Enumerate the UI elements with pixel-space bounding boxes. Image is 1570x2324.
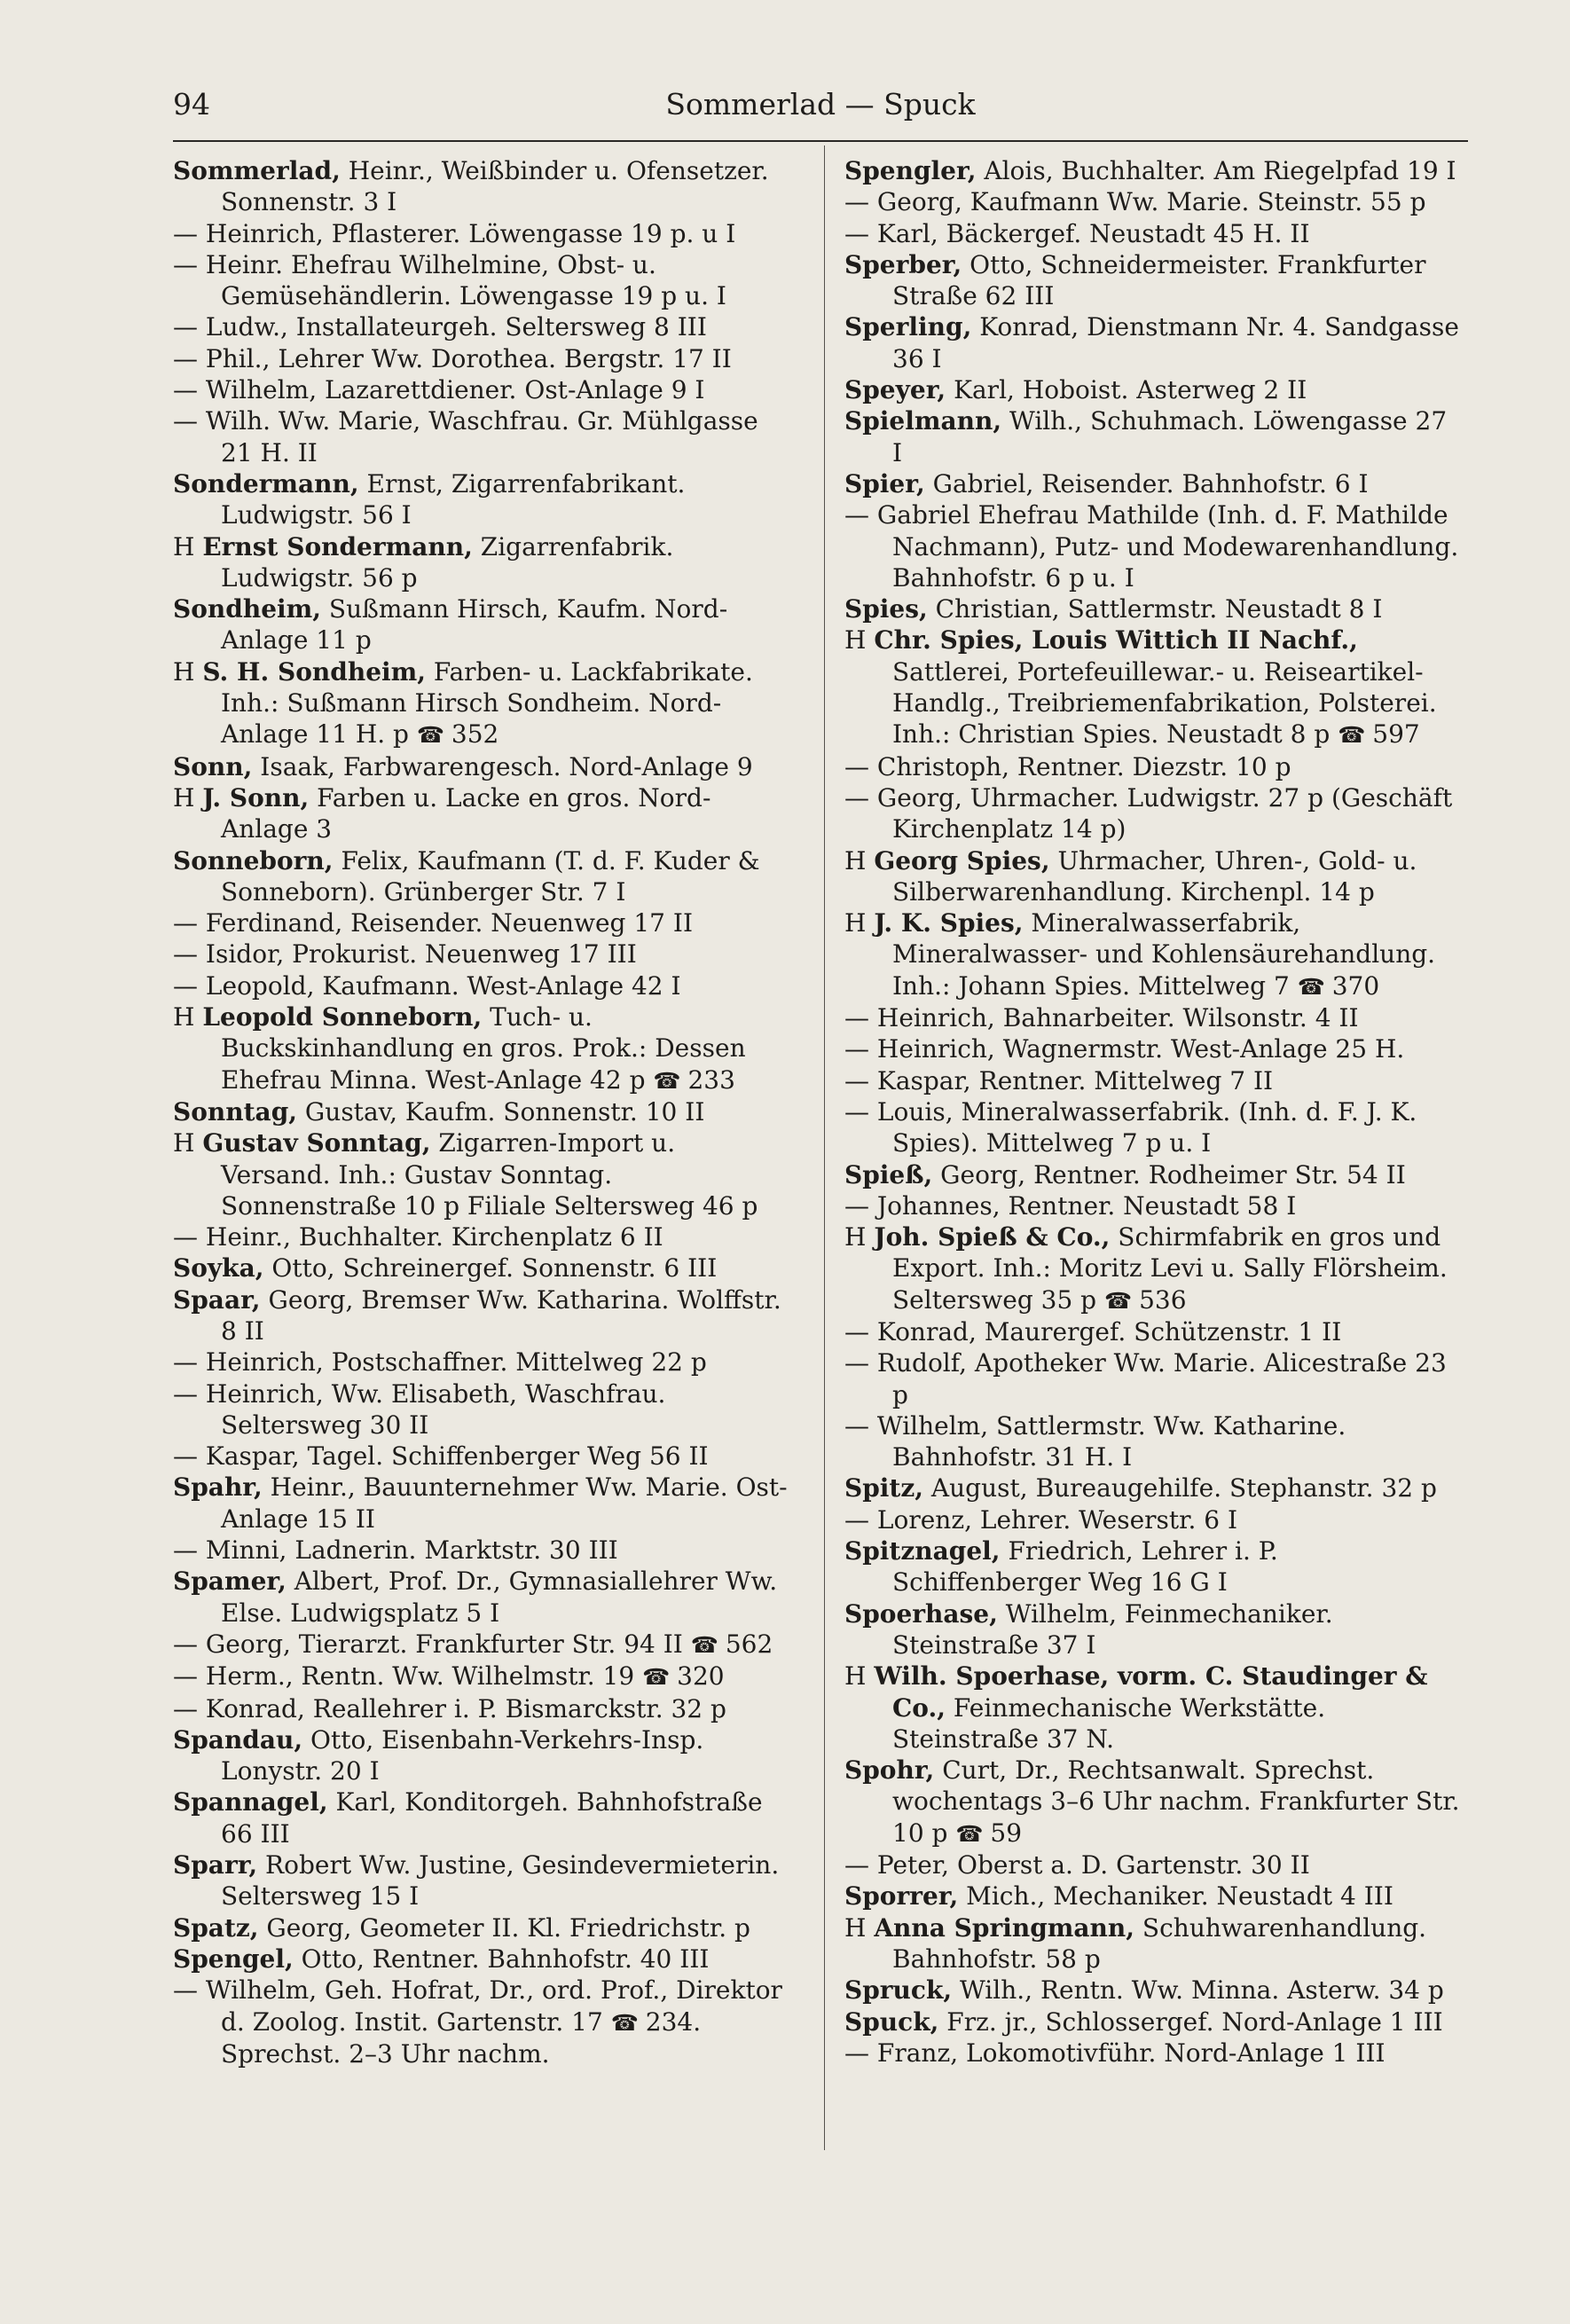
entry-text: — Heinrich, Ww. Elisabeth, Waschfrau. Seltersweg 30 II xyxy=(173,1378,666,1440)
directory-entry xyxy=(173,1127,789,1221)
left-column xyxy=(173,155,789,2069)
entry-text: Wilhelm, Feinmechaniker. Steinstraße 37 I xyxy=(892,1598,1333,1660)
entry-text: Zigarren-Import u. Versand. Inh.: Gustav Sonntag. Sonnenstraße 10 p Filiale Seltersweg 46 p xyxy=(221,1128,758,1221)
entry-text: Farben- u. Lackfabrikate. Inh.: Sußmann Hirsch Sondheim. Nord-Anlage 11 H. p xyxy=(221,656,753,750)
right-column xyxy=(844,155,1461,2069)
directory-entry xyxy=(844,751,1461,782)
directory-entry xyxy=(844,782,1461,845)
page-title: Sommerlad — Spuck xyxy=(665,87,976,122)
firm-marker: H xyxy=(844,1222,875,1252)
directory-entry xyxy=(173,1849,789,1912)
entry-text: — Konrad, Maurergef. Schützenstr. 1 II xyxy=(844,1316,1342,1347)
directory-entry xyxy=(173,1912,789,1943)
entry-name: Gustav Sonntag, xyxy=(202,1128,431,1158)
entry-text: Sattlerei, Portefeuillewar.- u. Reiseartikel-Handlg., Treibriemenfabrikation, Polsterei. Inh.: Christian Spies. Neustadt 8 p xyxy=(892,656,1437,750)
telephone-number: 352 xyxy=(451,719,499,750)
entry-name: Spatz, xyxy=(173,1912,259,1943)
telephone-number: 233 xyxy=(687,1064,735,1095)
telephone-number: 370 xyxy=(1331,970,1380,1001)
directory-entry xyxy=(173,218,789,249)
entry-name: Spier, xyxy=(844,468,925,499)
directory-entry xyxy=(173,1724,789,1787)
directory-entry xyxy=(173,374,789,405)
directory-entry xyxy=(173,311,789,342)
entry-text: — Wilhelm, Geh. Hofrat, Dr., ord. Prof., Direktor d. Zoolog. Instit. Gartenstr. 17 xyxy=(173,1975,782,2037)
entry-name: Spielmann, xyxy=(844,406,1002,436)
directory-entry xyxy=(844,1347,1461,1410)
telephone-number: 536 xyxy=(1139,1284,1187,1315)
directory-entry xyxy=(173,1943,789,1975)
entry-text: Feinmechanische Werkstätte. Steinstraße 37 N. xyxy=(892,1692,1326,1754)
entry-name: Speyer, xyxy=(844,375,946,405)
entry-text: Sprechst. 2–3 Uhr nachm. xyxy=(221,2038,550,2069)
entry-name: J. Sonn, xyxy=(202,782,310,813)
entry-text: Alois, Buchhalter. Am Riegelpfad 19 I xyxy=(976,156,1456,185)
entry-text: Otto, Schneidermeister. Frankfurter Straße 62 III xyxy=(892,249,1426,311)
directory-entry xyxy=(844,1096,1461,1159)
telephone-number: 320 xyxy=(677,1661,725,1692)
entry-name: Anna Springmann, xyxy=(874,1912,1135,1943)
directory-entry xyxy=(844,1472,1461,1504)
entry-name: Joh. Spieß & Co., xyxy=(874,1222,1111,1252)
directory-entry xyxy=(173,1786,789,1849)
directory-entry xyxy=(173,593,789,656)
entry-text: Wilh., Rentn. Ww. Minna. Asterw. 34 p xyxy=(952,1975,1444,2006)
directory-entry xyxy=(173,343,789,374)
entry-name: Spies, xyxy=(844,594,928,624)
entry-text: — Peter, Oberst a. D. Gartenstr. 30 II xyxy=(844,1850,1310,1880)
directory-entry xyxy=(173,938,789,970)
directory-entry xyxy=(844,1002,1461,1033)
entry-text: — Kaspar, Tagel. Schiffenberger Weg 56 II xyxy=(173,1441,709,1472)
directory-entry xyxy=(173,1693,789,1724)
entry-text: Ernst, Zigarrenfabrikant. Ludwigstr. 56 I xyxy=(221,468,686,530)
telephone-icon: ☎ xyxy=(1297,973,1324,1000)
entry-name: Sondheim, xyxy=(173,594,322,624)
entry-name: Sperling, xyxy=(844,312,972,342)
directory-entry xyxy=(844,1065,1461,1096)
directory-entry xyxy=(173,970,789,1001)
directory-entry xyxy=(173,405,789,468)
entry-text: — Ferdinand, Reisender. Neuenweg 17 II xyxy=(173,908,694,938)
directory-entry xyxy=(173,1378,789,1441)
entry-text: Felix, Kaufmann (T. d. F. Kuder & Sonneborn). Grünberger Str. 7 I xyxy=(221,845,760,907)
entry-text: — Herm., Rentn. Ww. Wilhelmstr. 19 xyxy=(173,1661,635,1692)
directory-entry xyxy=(844,1661,1461,1755)
directory-entry xyxy=(844,1975,1461,2006)
firm-marker: H xyxy=(844,1912,875,1943)
telephone-icon: ☎ xyxy=(416,722,444,749)
entry-name: Spaar, xyxy=(173,1284,261,1315)
entry-text: — Louis, Mineralwasserfabrik. (Inh. d. F. J. K. Spies). Mittelweg 7 p u. I xyxy=(844,1096,1417,1158)
entry-text: Sußmann Hirsch, Kaufm. Nord-Anlage 11 p xyxy=(221,594,728,656)
directory-entry xyxy=(173,782,789,845)
entry-text: — Lorenz, Lehrer. Weserstr. 6 I xyxy=(844,1504,1238,1535)
entry-text: Konrad, Dienstmann Nr. 4. Sandgasse 36 I xyxy=(892,312,1459,373)
directory-entry xyxy=(173,1629,789,1661)
firm-marker: H xyxy=(173,1002,203,1032)
entry-text: — Minni, Ladnerin. Marktstr. 30 III xyxy=(173,1535,618,1566)
entry-name: Sondermann, xyxy=(173,468,359,499)
entry-text: — Phil., Lehrer Ww. Dorothea. Bergstr. 17 II xyxy=(173,343,732,373)
entry-name: Spruck, xyxy=(844,1975,953,2006)
directory-entry xyxy=(173,1661,789,1692)
telephone-icon: ☎ xyxy=(610,2009,638,2036)
directory-entry xyxy=(844,1159,1461,1190)
entry-name: J. K. Spies, xyxy=(874,908,1024,938)
directory-entry xyxy=(844,405,1461,468)
telephone-number: 562 xyxy=(725,1629,773,1659)
entry-text: — Gabriel Ehefrau Mathilde (Inh. d. F. Mathilde Nachmann), Putz- und Modewarenhandlung. Bahnhofstr. 6 p u. I xyxy=(844,500,1459,593)
directory-entry xyxy=(844,624,1461,750)
entry-text: — Kaspar, Rentner. Mittelweg 7 II xyxy=(844,1065,1274,1095)
entry-name: Sonn, xyxy=(173,751,253,781)
telephone-number: 234. xyxy=(645,2006,702,2037)
directory-entry xyxy=(844,1190,1461,1221)
entry-text: — Christoph, Rentner. Diezstr. 10 p xyxy=(844,751,1291,781)
entry-name: Sperber, xyxy=(844,249,962,279)
directory-entry xyxy=(844,2006,1461,2037)
entry-text: Schirmfabrik en gros und Export. Inh.: Moritz Levi u. Sally Flörsheim. Seltersweg 35 p xyxy=(892,1222,1448,1315)
directory-entry xyxy=(844,845,1461,908)
entry-name: Spahr, xyxy=(173,1472,263,1503)
entry-text: — Karl, Bäckergef. Neustadt 45 H. II xyxy=(844,218,1310,248)
firm-marker: H xyxy=(173,1128,203,1158)
telephone-icon: ☎ xyxy=(1104,1287,1132,1314)
entry-name: Sparr, xyxy=(173,1850,258,1880)
entry-name: Spandau, xyxy=(173,1724,303,1755)
directory-entry xyxy=(173,1472,789,1535)
entry-text: Karl, Konditorgeh. Bahnhofstraße 66 III xyxy=(221,1787,763,1849)
header-rule xyxy=(173,140,1468,142)
entry-text: August, Bureaugehilfe. Stephanstr. 32 p xyxy=(923,1473,1437,1504)
entry-text: — Georg, Kaufmann Ww. Marie. Steinstr. 55 p xyxy=(844,187,1426,217)
entry-text: Georg, Rentner. Rodheimer Str. 54 II xyxy=(932,1159,1406,1189)
directory-entry xyxy=(173,1252,789,1284)
entry-text: Christian, Sattlermstr. Neustadt 8 I xyxy=(927,594,1383,624)
entry-text: — Ludw., Installateurgeh. Seltersweg 8 III xyxy=(173,312,707,342)
directory-entry xyxy=(173,155,789,218)
directory-entry xyxy=(173,1347,789,1378)
entry-text: Mich., Mechaniker. Neustadt 4 III xyxy=(958,1881,1393,1912)
directory-entry xyxy=(844,155,1461,186)
entry-text: Tuch- u. Buckskinhandlung en gros. Prok.: Dessen Ehefrau Minna. West-Anlage 42 p xyxy=(221,1002,746,1095)
entry-name: Spengel, xyxy=(173,1943,294,1974)
entry-text: Heinr., Weißbinder u. Ofensetzer. Sonnenstr. 3 I xyxy=(221,156,769,217)
firm-marker: H xyxy=(173,531,203,561)
telephone-icon: ☎ xyxy=(1338,722,1365,749)
entry-text: Farben u. Lacke en gros. Nord-Anlage 3 xyxy=(221,782,711,844)
directory-entry xyxy=(844,499,1461,593)
entry-name: Spuck, xyxy=(844,2006,939,2037)
entry-text: — Heinr. Ehefrau Wilhelmine, Obst- u. Gemüsehändlerin. Löwengasse 19 p u. I xyxy=(173,249,726,311)
entry-name: Sonneborn, xyxy=(173,845,334,875)
telephone-icon: ☎ xyxy=(690,1631,718,1658)
directory-entry xyxy=(173,845,789,908)
directory-entry xyxy=(844,1316,1461,1347)
directory-entry xyxy=(844,311,1461,374)
telephone-icon: ☎ xyxy=(653,1067,680,1094)
firm-marker: H xyxy=(173,782,203,813)
entry-text: Otto, Schreinergef. Sonnenstr. 6 III xyxy=(263,1253,718,1284)
directory-entry xyxy=(173,1221,789,1252)
directory-entry xyxy=(173,656,789,751)
entry-text: — Konrad, Reallehrer i. P. Bismarckstr. 32 p xyxy=(173,1693,726,1723)
entry-text: — Wilh. Ww. Marie, Waschfrau. Gr. Mühlgasse 21 H. II xyxy=(173,406,758,467)
telephone-number: 59 xyxy=(990,1818,1023,1848)
entry-text: — Georg, Uhrmacher. Ludwigstr. 27 p (Geschäft Kirchenplatz 14 p) xyxy=(844,782,1453,844)
entry-text: — Heinrich, Wagnermstr. West-Anlage 25 H. xyxy=(844,1034,1405,1064)
entry-name: Ernst Sondermann, xyxy=(202,531,473,561)
entry-text: Isaak, Farbwarengesch. Nord-Anlage 9 xyxy=(252,751,753,781)
directory-entry xyxy=(844,468,1461,499)
telephone-number: 597 xyxy=(1372,719,1420,750)
entry-text: — Heinrich, Pflasterer. Löwengasse 19 p. u I xyxy=(173,218,736,248)
page-number: 94 xyxy=(173,87,210,122)
directory-entry xyxy=(844,1221,1461,1316)
entry-name: Sonntag, xyxy=(173,1096,298,1127)
directory-entry xyxy=(173,1975,789,2069)
entry-text: Uhrmacher, Uhren-, Gold- u. Silberwarenhandlung. Kirchenpl. 14 p xyxy=(892,845,1417,907)
column-divider xyxy=(824,145,825,2150)
directory-entry xyxy=(844,1880,1461,1912)
directory-entry xyxy=(844,218,1461,249)
directory-entry xyxy=(173,1096,789,1127)
entry-text: — Rudolf, Apotheker Ww. Marie. Alicestraße 23 p xyxy=(844,1348,1447,1409)
directory-entry xyxy=(844,593,1461,624)
entry-text: — Heinrich, Postschaffner. Mittelweg 22 p xyxy=(173,1347,707,1378)
directory-entry xyxy=(844,1410,1461,1473)
entry-name: Sporrer, xyxy=(844,1881,959,1912)
firm-marker: H xyxy=(844,1661,875,1692)
entry-text: — Franz, Lokomotivführ. Nord-Anlage 1 III xyxy=(844,2037,1386,2068)
directory-entry xyxy=(844,907,1461,1002)
entry-text: Heinr., Bauunternehmer Ww. Marie. Ost-Anlage 15 II xyxy=(221,1472,788,1534)
entry-name: Sommerlad, xyxy=(173,156,341,185)
entry-text: Mineralwasserfabrik, Mineralwasser- und Kohlensäurehandlung. Inh.: Johann Spies. Mittelweg 7 xyxy=(892,908,1436,1001)
entry-text: — Johannes, Rentner. Neustadt 58 I xyxy=(844,1190,1297,1221)
entry-text: Schuhwarenhandlung. Bahnhofstr. 58 p xyxy=(892,1912,1427,1974)
directory-entry xyxy=(173,1441,789,1472)
directory-entry xyxy=(173,1001,789,1096)
firm-marker: H xyxy=(844,845,875,875)
entry-text: Georg, Geometer II. Kl. Friedrichstr. p xyxy=(258,1912,750,1943)
directory-entry xyxy=(173,249,789,312)
entry-text: Gabriel, Reisender. Bahnhofstr. 6 I xyxy=(924,468,1369,499)
entry-text: — Wilhelm, Sattlermstr. Ww. Katharine. Bahnhofstr. 31 H. I xyxy=(844,1410,1346,1472)
entry-text: Curt, Dr., Rechtsanwalt. Sprechst. wochentags 3–6 Uhr nachm. Frankfurter Str. 10 p xyxy=(892,1755,1460,1848)
entry-text: Robert Ww. Justine, Gesindevermieterin. Seltersweg 15 I xyxy=(221,1850,780,1912)
entry-name: Soyka, xyxy=(173,1253,264,1284)
directory-entry xyxy=(844,374,1461,405)
entry-name: Wilh. Spoerhase, vorm. C. Staudinger & Co., xyxy=(874,1661,1428,1723)
directory-entry xyxy=(173,1535,789,1566)
entry-text: Otto, Rentner. Bahnhofstr. 40 III xyxy=(293,1943,710,1974)
directory-entry xyxy=(844,186,1461,217)
entry-text: — Wilhelm, Lazarettdiener. Ost-Anlage 9 I xyxy=(173,375,705,405)
entry-name: Spamer, xyxy=(173,1566,287,1597)
entry-text: — Georg, Tierarzt. Frankfurter Str. 94 II xyxy=(173,1629,683,1659)
firm-marker: H xyxy=(173,656,203,687)
entry-name: Spoerhase, xyxy=(844,1598,998,1629)
directory-entry xyxy=(844,1504,1461,1535)
entry-text: Friedrich, Lehrer i. P. Schiffenberger Weg 16 G I xyxy=(892,1536,1278,1598)
entry-name: Georg Spies, xyxy=(874,845,1050,875)
directory-entry xyxy=(844,1912,1461,1975)
entry-text: Georg, Bremser Ww. Katharina. Wolffstr. 8 II xyxy=(221,1284,781,1346)
entry-name: Spengler, xyxy=(844,156,977,185)
directory-entry xyxy=(844,1535,1461,1598)
entry-text: Karl, Hoboist. Asterweg 2 II xyxy=(946,375,1307,405)
directory-entry xyxy=(173,468,789,531)
directory-entry xyxy=(173,907,789,938)
entry-name: Spohr, xyxy=(844,1755,935,1786)
directory-entry xyxy=(844,249,1461,312)
entry-text: Albert, Prof. Dr., Gymnasiallehrer Ww. Else. Ludwigsplatz 5 I xyxy=(221,1566,778,1628)
entry-text: — Heinr., Buchhalter. Kirchenplatz 6 II xyxy=(173,1222,663,1252)
telephone-icon: ☎ xyxy=(955,1820,983,1847)
entry-name: S. H. Sondheim, xyxy=(202,656,427,687)
telephone-icon: ☎ xyxy=(642,1664,670,1691)
entry-name: Spitz, xyxy=(844,1473,924,1504)
entry-name: Spannagel, xyxy=(173,1787,328,1818)
entry-text: — Isidor, Prokurist. Neuenweg 17 III xyxy=(173,939,637,970)
page-header xyxy=(173,87,1468,137)
entry-text: Frz. jr., Schlossergef. Nord-Anlage 1 III xyxy=(938,2006,1443,2037)
entry-text: Zigarrenfabrik. Ludwigstr. 56 p xyxy=(221,531,674,593)
entry-name: Spieß, xyxy=(844,1159,933,1189)
entry-name: Leopold Sonneborn, xyxy=(202,1002,483,1032)
directory-entry xyxy=(173,1566,789,1629)
directory-entry xyxy=(844,1849,1461,1880)
entry-text: Wilh., Schuhmach. Löwengasse 27 I xyxy=(892,406,1448,467)
entry-name: Spitznagel, xyxy=(844,1536,1001,1566)
entry-text: Otto, Eisenbahn-Verkehrs-Insp. Lonystr. 20 I xyxy=(221,1724,704,1786)
entry-name: Chr. Spies, Louis Wittich II Nachf., xyxy=(874,625,1358,656)
directory-entry xyxy=(844,1755,1461,1849)
entry-text: — Heinrich, Bahnarbeiter. Wilsonstr. 4 II xyxy=(844,1003,1359,1033)
directory-entry xyxy=(173,1284,789,1347)
directory-entry xyxy=(844,2037,1461,2069)
entry-text: — Leopold, Kaufmann. West-Anlage 42 I xyxy=(173,970,681,1001)
directory-entry xyxy=(844,1598,1461,1661)
directory-entry xyxy=(173,531,789,594)
firm-marker: H xyxy=(844,625,875,656)
directory-entry xyxy=(173,751,789,782)
directory-entry xyxy=(844,1033,1461,1064)
firm-marker: H xyxy=(844,908,875,938)
entry-text: Gustav, Kaufm. Sonnenstr. 10 II xyxy=(297,1096,705,1127)
